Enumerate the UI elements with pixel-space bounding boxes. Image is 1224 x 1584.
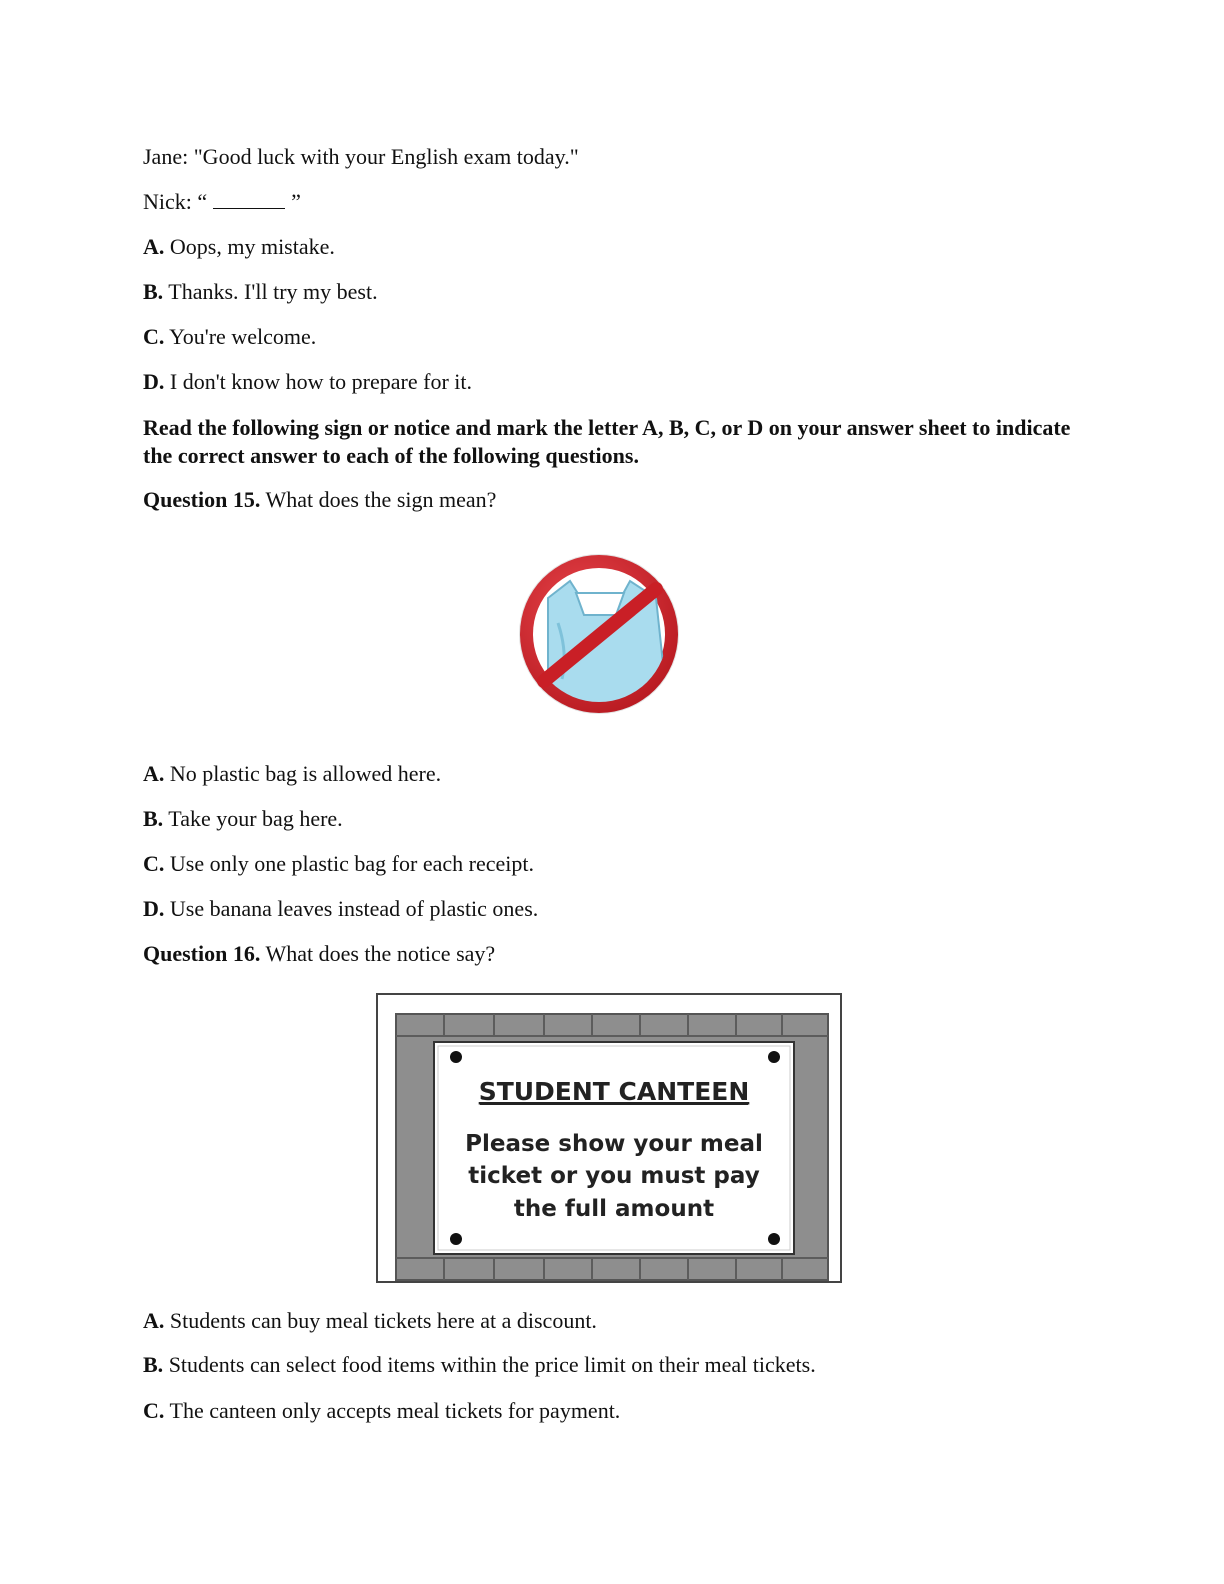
option-text: Students can buy meal tickets here at a discount. bbox=[169, 1308, 597, 1333]
option-letter: C. bbox=[143, 851, 165, 876]
option-letter: C. bbox=[143, 1398, 165, 1423]
option-text: The canteen only accepts meal tickets for payment. bbox=[169, 1398, 621, 1423]
option-text: Students can select food items within the price limit on their meal tickets. bbox=[168, 1352, 816, 1377]
q15-option-c bbox=[143, 850, 534, 878]
q14-option-a bbox=[143, 233, 335, 261]
option-text: Oops, my mistake. bbox=[169, 234, 335, 259]
option-letter: B. bbox=[143, 806, 164, 831]
answer-blank bbox=[213, 188, 285, 209]
question-16 bbox=[143, 940, 495, 968]
option-letter: C. bbox=[143, 324, 165, 349]
dialogue-nick bbox=[143, 188, 301, 216]
question-prompt: What does the notice say? bbox=[265, 941, 496, 966]
q15-option-a bbox=[143, 760, 441, 788]
notice-title: STUDENT CANTEEN bbox=[478, 1077, 750, 1106]
notice-line-2: ticket or you must pay bbox=[468, 1163, 760, 1189]
option-letter: D. bbox=[143, 369, 165, 394]
student-canteen-notice bbox=[374, 986, 844, 1286]
option-letter: D. bbox=[143, 896, 165, 921]
question-label: Question 15. bbox=[143, 487, 261, 512]
notice-line-1: Please show your meal bbox=[465, 1131, 763, 1157]
nick-prefix: Nick: “ bbox=[143, 189, 208, 214]
option-letter: A. bbox=[143, 761, 165, 786]
q16-option-c bbox=[143, 1397, 620, 1425]
q14-option-b bbox=[143, 278, 378, 306]
q15-option-b bbox=[143, 805, 343, 833]
option-text: No plastic bag is allowed here. bbox=[169, 761, 442, 786]
option-letter: A. bbox=[143, 234, 165, 259]
option-text: Use only one plastic bag for each receipt. bbox=[169, 851, 534, 876]
dialogue-jane: Jane: "Good luck with your English exam today." bbox=[143, 144, 579, 169]
section-instruction: Read the following sign or notice and mark the letter A, B, C, or D on your answer sheet to indicate the correct answer to each of the following questions. bbox=[143, 415, 1071, 468]
q15-option-d bbox=[143, 895, 538, 923]
nick-suffix: ” bbox=[291, 189, 301, 214]
question-prompt: What does the sign mean? bbox=[265, 487, 497, 512]
q14-option-d bbox=[143, 368, 472, 396]
q14-option-c bbox=[143, 323, 316, 351]
option-text: I don't know how to prepare for it. bbox=[169, 369, 473, 394]
option-text: Use banana leaves instead of plastic ones. bbox=[169, 896, 539, 921]
q16-option-b bbox=[143, 1351, 816, 1379]
option-letter: A. bbox=[143, 1308, 165, 1333]
option-text: You're welcome. bbox=[169, 324, 317, 349]
option-text: Take your bag here. bbox=[168, 806, 343, 831]
question-15 bbox=[143, 486, 496, 514]
question-label: Question 16. bbox=[143, 941, 261, 966]
no-plastic-bag-sign-icon bbox=[518, 553, 680, 715]
notice-line-3: the full amount bbox=[513, 1196, 715, 1222]
option-text: Thanks. I'll try my best. bbox=[168, 279, 378, 304]
option-letter: B. bbox=[143, 1352, 164, 1377]
q16-option-a bbox=[143, 1307, 597, 1335]
option-letter: B. bbox=[143, 279, 164, 304]
